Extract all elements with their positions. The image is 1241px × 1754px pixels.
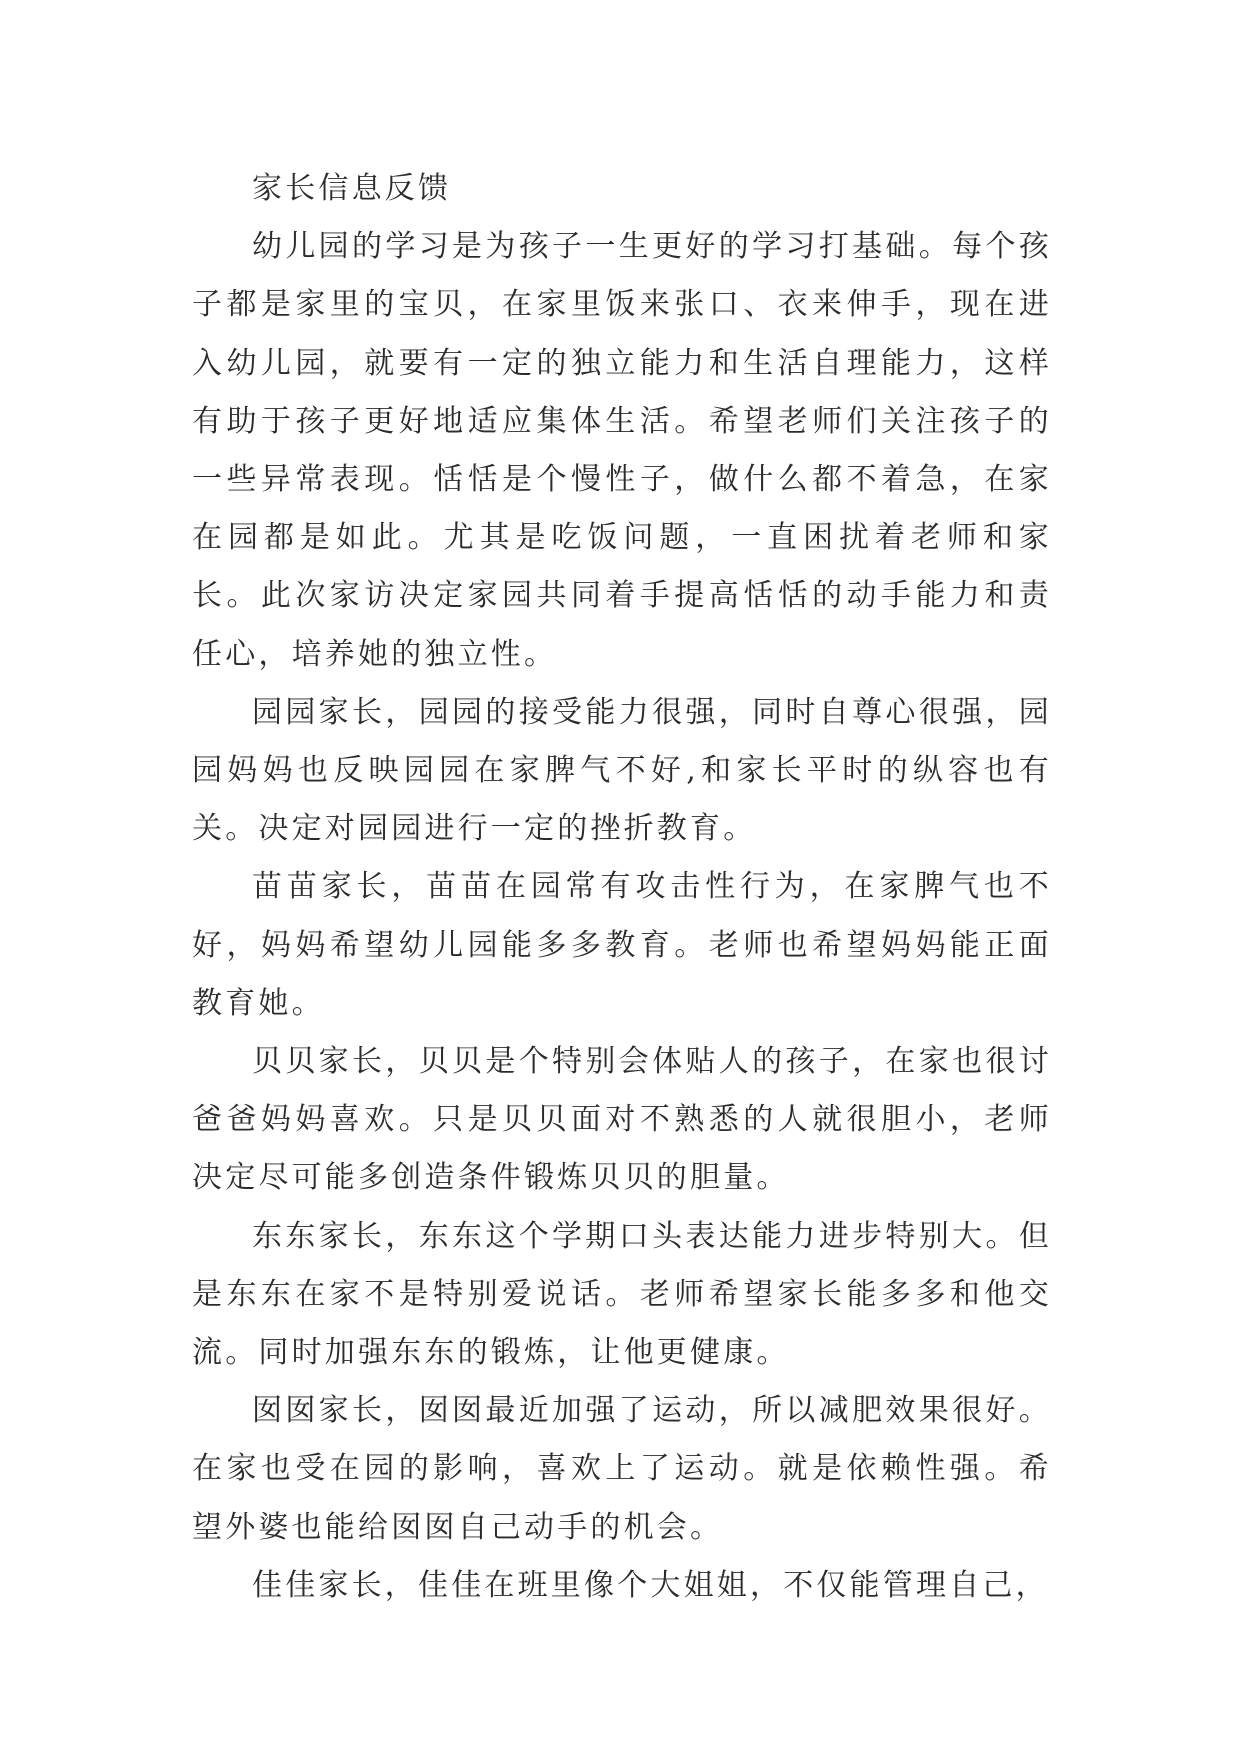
document-title: 家长信息反馈: [252, 171, 452, 206]
paragraph-miaomiao: 苗苗家长，苗苗在园常有攻击性行为，在家脾气也不好，妈妈希望幼儿园能多多教育。老师也希望妈妈能正面教育她。: [192, 869, 1052, 1021]
paragraph-beibei: 贝贝家长，贝贝是个特别会体贴人的孩子，在家也很讨爸爸妈妈喜欢。只是贝贝面对不熟悉的人就很胆小，老师决定尽可能多创造条件锻炼贝贝的胆量。: [192, 1044, 1052, 1196]
paragraph-intro-tiantian: 幼儿园的学习是为孩子一生更好的学习打基础。每个孩子都是家里的宝贝，在家里饭来张口、衣来伸手，现在进入幼儿园，就要有一定的独立能力和生活自理能力，这样有助于孩子更好地适应集体生活。希望老师们关注孩子的一些异常表现。恬恬是个慢性子，做什么都不着急，在家在园都是如此。尤其是吃饭问题，一直困扰着老师和家长。此次家访决定家园共同着手提高恬恬的动手能力和责任心，培养她的独立性。: [192, 229, 1052, 672]
document-body: [192, 160, 1052, 1615]
paragraph-dongdong: 东东家长，东东这个学期口头表达能力进步特别大。但是东东在家不是特别爱说话。老师希望家长能多多和他交流。同时加强东东的锻炼，让他更健康。: [192, 1218, 1052, 1371]
paragraph-nannan: 囡囡家长，囡囡最近加强了运动，所以减肥效果很好。在家也受在园的影响，喜欢上了运动。就是依赖性强。希望外婆也能给囡囡自己动手的机会。: [192, 1393, 1052, 1545]
paragraph-jiajia: 佳佳家长，佳佳在班里像个大姐姐，不仅能管理自己，: [252, 1567, 1049, 1603]
paragraph-yuanyuan: 园园家长，园园的接受能力很强，同时自尊心很强，园园妈妈也反映园园在家脾气不好,和家长平时的纵容也有关。决定对园园进行一定的挫折教育。: [192, 694, 1052, 847]
